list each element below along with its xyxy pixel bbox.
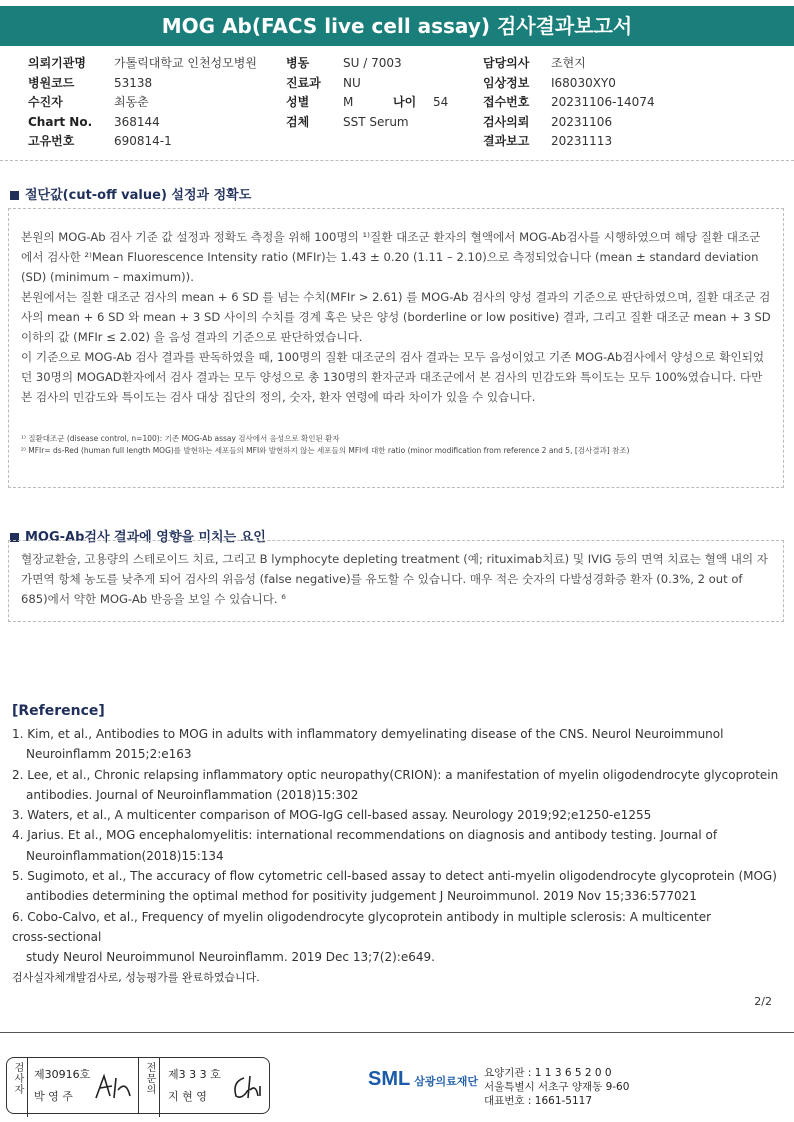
info-value: 20231113: [551, 134, 613, 148]
org-info: [484, 1066, 629, 1108]
info-value: SST Serum: [343, 114, 409, 129]
performance-note: 검사실자체개발검사로, 성능평가를 완료하였습니다.: [12, 970, 260, 984]
reference-item: 1. Kim, et al., Antibodies to MOG in adults with inflammatory demyelinating disease of the CNS. Neurol Neuroimmunol: [12, 727, 724, 741]
reference-item: 4. Jarius. Et al., MOG encephalomyelitis: international recommendations on diagnosis and antibody testing. Journal of: [12, 828, 718, 843]
section-heading-text: MOG-Ab검사 결과에 영향을 미치는 요인: [25, 530, 266, 545]
tester-number: 제30916호: [34, 1068, 91, 1081]
org-line: 서울특별시 서초구 양재동 9-60: [484, 1081, 630, 1093]
reference-item: 5. Sugimoto, et al., The accuracy of flow cytometric cell-based assay to detect anti-myelin oligodendrocyte glycoprotein (MOG): [12, 869, 777, 884]
section-cutoff-heading: [10, 184, 251, 203]
paragraph: 본원에서는 질환 대조군 검사의 mean + 6 SD 를 넘는 수치(MFIr > 2.61) 를 MOG-Ab 검사의 양성 결과의 기준으로 판단하였으며, 질환 대조군 검사의 mean + 6 SD 와 mean + 3 SD 사이의 수치를 경계 혹은 낮은 양성 (borderline or low positive) 결과, 그리고 질환 대조군 mean + 3 SD 이하의 값 (MFIr ≤ 2.02) 을 음성 결과의 기준으로 판단하였습니다.: [21, 290, 771, 344]
reference-item-cont: cross-sectional: [12, 929, 102, 944]
info-value: 53138: [114, 75, 153, 90]
info-label: 결과보고: [483, 134, 530, 148]
doctor-name: 지 현 영: [168, 1090, 207, 1103]
info-label: 병원코드: [28, 75, 75, 90]
info-label: 임상정보: [483, 75, 530, 90]
info-value: 20231106: [551, 114, 613, 129]
reference-item-cont: Neuroinflammation(2018)15:134: [26, 848, 224, 863]
doctor-label: [139, 1058, 160, 1117]
reference-heading: [Reference]: [12, 703, 105, 719]
info-label: 검체: [286, 114, 310, 129]
info-label: Chart No.: [28, 114, 93, 129]
info-value: SU / 7003: [343, 56, 402, 70]
bullet-square-icon: [10, 191, 19, 200]
info-label: 담당의사: [483, 56, 530, 70]
report-title: MOG Ab(FACS live cell assay) 검사결과보고서: [0, 6, 794, 46]
paragraph: 이 기준으로 MOG-Ab 검사 결과를 판독하였을 때, 100명의 질환 대조군의 검사 결과는 모두 음성이었고 기존 MOG-Ab검사에서 양성으로 확인되었던 30명의 MOGAD환자에서 검사 결과는 모두 양성으로 총 130명의 환자군과 대조군에서 본 검사의 민감도와 특이도는 모두 100%였습니다. 다만 본 검사의 민감도와 특이도는 검사 대상 집단의 정의, 숫자, 환자 연령에 따라 차이가 있을 수 있습니다.: [21, 350, 765, 404]
info-label: 성별: [286, 95, 310, 109]
info-value: 가톨릭대학교 인천성모병원: [114, 56, 257, 70]
page-number: 2/2: [754, 995, 772, 1008]
doctor-cell: [160, 1058, 268, 1113]
section-factors-box: [8, 540, 784, 622]
info-col-3: [483, 54, 655, 152]
sml-logo-text: SML: [368, 1068, 411, 1090]
doctor-number: 제3 3 3 호: [168, 1068, 221, 1081]
footer-divider: [0, 1032, 794, 1033]
paragraph: 본원의 MOG-Ab 검사 기준 값 설정과 정확도 측정을 위해 100명의 ¹⁾질환 대조군 환자의 혈액에서 MOG-Ab검사를 시행하였으며 해당 질환 대조군에서 검사한 ²⁾Mean Fluorescence Intensity ratio (MFIr)는 1.43 ± 0.20 (1.11 – 2.10)으로 측정되었습니다 (mean ± standard deviation (SD) (minimum – maximum)).: [21, 230, 761, 284]
reference-item-cont: Neuroinflamm 2015;2:e163: [26, 747, 192, 762]
info-label: 병동: [286, 56, 310, 70]
reference-item: 3. Waters, et al., A multicenter comparison of MOG-IgG cell-based assay. Neurology 2019;92;e1250-e1255: [12, 808, 652, 823]
section-cutoff-box: [8, 208, 784, 488]
age-label: 나이: [393, 95, 417, 109]
paragraph: 혈장교환술, 고용량의 스테로이드 치료, 그리고 B lymphocyte depleting treatment (예; rituximab치료) 및 IVIG 등의 면역 치료는 혈액 내의 자가면역 항체 농도를 낮추게 되어 검사의 위음성 (false negative)를 유도할 수 있습니다. 매우 적은 숫자의 다발성경화증 환자 (0.3%, 2 out of 685)에서 약한 MOG-Ab 반응을 보일 수 있습니다. ⁶: [21, 552, 769, 606]
org-line: 대표번호 : 1661-5117: [484, 1095, 593, 1107]
tester-cell: [28, 1058, 139, 1113]
info-value: M: [343, 95, 354, 109]
footnote: ²⁾ MFIr= ds-Red (human full length MOG)를 발현하는 세포들의 MFI와 발현하지 않는 세포들의 MFI에 대한 ratio (minor modification from reference 2 and 5, [검사결과] 참조): [21, 446, 630, 455]
info-value: 20231106-14074: [551, 95, 655, 109]
reference-item-cont: study Neurol Neuroimmunol Neuroinflamm. 2019 Dec 13;7(2):e649.: [26, 950, 435, 965]
info-value: 조현지: [551, 56, 586, 70]
info-label: 진료과: [286, 75, 321, 90]
tester-label: [7, 1058, 28, 1117]
info-label: 고유번호: [28, 134, 75, 148]
info-col-1: [28, 54, 257, 152]
info-value: 690814-1: [114, 134, 172, 148]
org-line: 요양기관 : 1 1 3 6 5 2 0 0: [484, 1067, 612, 1079]
info-value: 최동춘: [114, 95, 149, 109]
doctor-label-text: 전문의: [144, 1062, 155, 1095]
section-heading-text: 절단값(cut-off value) 설정과 정확도: [25, 188, 252, 203]
info-value: 368144: [114, 114, 160, 129]
org-name: 삼광의료재단: [414, 1075, 478, 1088]
tester-name: 박 영 주: [34, 1090, 73, 1103]
sml-logo: [368, 1068, 478, 1091]
footnote: ¹⁾ 질환대조군 (disease control, n=100): 기존 MOG-Ab assay 검사에서 음성으로 확인된 환자: [21, 434, 340, 443]
info-value: NU: [343, 75, 361, 90]
reference-item: 2. Lee, et al., Chronic relapsing inflammatory optic neuropathy(CRION): a manifestation of myelin oligodendrocyte glycoprotein: [12, 767, 779, 782]
reference-item-cont: antibodies determining the optimal method for positivity judgement J Neuroimmunol. 2019 Nov 15;336:577021: [26, 889, 697, 904]
tester-label-text: 검사자: [12, 1062, 23, 1095]
info-value: I68030XY0: [551, 75, 616, 90]
info-label: 검사의뢰: [483, 114, 530, 129]
reference-item-cont: antibodies. Journal of Neuroinflammation (2018)15:302: [26, 787, 359, 802]
doctor-signature: [230, 1072, 264, 1102]
tester-signature: [90, 1070, 134, 1104]
info-label: 접수번호: [483, 95, 530, 109]
age-value: 54: [433, 95, 449, 109]
info-label: 수진자: [28, 95, 63, 109]
reference-list: [12, 724, 782, 988]
info-col-2: [286, 54, 448, 132]
info-label: 의뢰기관명: [28, 56, 86, 70]
divider: [0, 160, 794, 161]
reference-item: 6. Cobo-Calvo, et al., Frequency of myelin oligodendrocyte glycoprotein antibody in multiple sclerosis: A multicenter: [12, 909, 712, 924]
signature-box: [6, 1057, 270, 1114]
